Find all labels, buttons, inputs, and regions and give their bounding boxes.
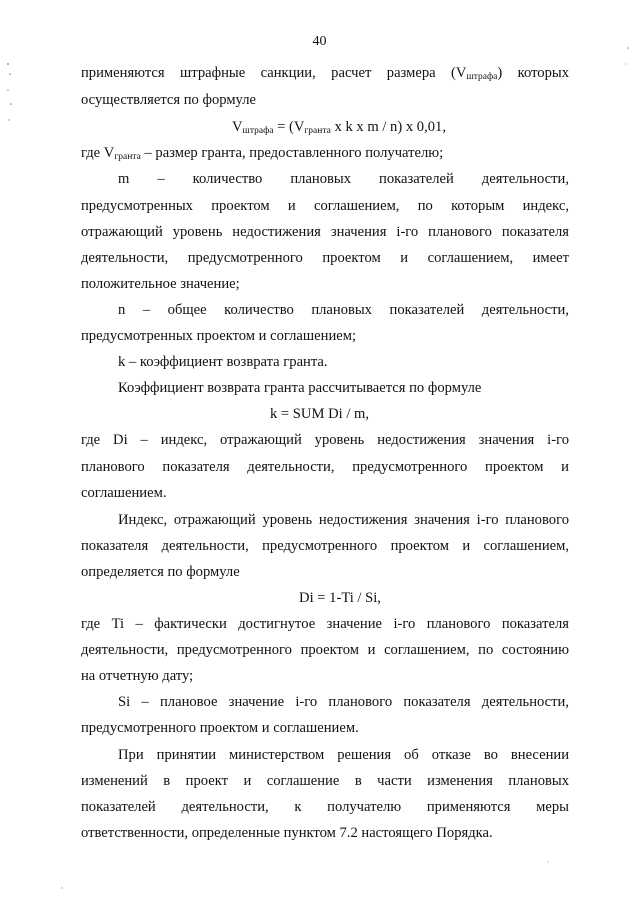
subscript: гранта <box>114 152 141 162</box>
text-run: x k x m / n) x 0,01, <box>330 119 446 135</box>
paragraph-line: предусмотренных проектом и соглашением; <box>81 328 357 344</box>
paragraph-line: Коэффициент возврата гранта рассчитывается по формуле <box>118 380 482 396</box>
paragraph-line: изменений в проект и соглашение в части изменения плановых <box>81 773 569 789</box>
paragraph-line: ответственности, определенные пунктом 7.2 настоящего Порядка. <box>81 825 493 841</box>
subscript: штрафа <box>242 126 274 136</box>
paragraph-line: на отчетную дату; <box>81 668 194 684</box>
text-run: – размер гранта, предоставленного получателю; <box>140 145 444 161</box>
paragraph-line: Si – плановое значение i-го планового показателя деятельности, <box>118 694 569 710</box>
formula-penalty <box>232 118 532 138</box>
paragraph-line <box>81 144 569 164</box>
formula-coefficient: k = SUM Di / m, <box>269 406 370 422</box>
text-run: V <box>232 119 243 135</box>
paragraph-line: отражающий уровень недостижения значения i-го планового показателя <box>81 224 569 240</box>
text-run: = (V <box>273 119 305 135</box>
paragraph-line: соглашением. <box>81 485 167 501</box>
paragraph-line: где Di – индекс, отражающий уровень недостижения значения i-го <box>81 432 569 448</box>
paragraph-line: m – количество плановых показателей деятельности, <box>118 171 569 187</box>
paragraph-line: k – коэффициент возврата гранта. <box>118 354 328 370</box>
paragraph-line: предусмотренного проектом и соглашением. <box>81 720 359 736</box>
paragraph-line <box>81 64 569 84</box>
paragraph-line: планового показателя деятельности, предусмотренного проектом и <box>81 459 569 475</box>
paragraph-line: показателя деятельности, предусмотренного проектом и соглашением, <box>81 538 569 554</box>
paragraph-line: определяется по формуле <box>81 564 240 580</box>
paragraph-line: где Ti – фактически достигнутое значение i-го планового показателя <box>81 616 569 632</box>
text-run: ) которых <box>497 65 569 81</box>
paragraph-line: показателей деятельности, к получателю применяются меры <box>81 799 569 815</box>
paragraph-line: положительное значение; <box>81 276 240 292</box>
text-run: применяются штрафные санкции, расчет размера (V <box>81 65 467 81</box>
paragraph-line: n – общее количество плановых показателей деятельности, <box>118 302 569 318</box>
paragraph-line: Индекс, отражающий уровень недостижения значения i-го планового <box>118 512 569 528</box>
page-number: 40 <box>312 34 327 49</box>
paragraph-line: предусмотренных проектом и соглашением, по которым индекс, <box>81 198 569 214</box>
text-run: где V <box>81 145 115 161</box>
subscript: гранта <box>304 126 331 136</box>
paragraph-line: осуществляется по формуле <box>81 92 256 108</box>
subscript: штрафа <box>466 72 498 82</box>
paragraph-line: деятельности, предусмотренного проектом и соглашением, по состоянию <box>81 642 569 658</box>
paragraph-line: При принятии министерством решения об отказе во внесении <box>118 747 569 763</box>
paragraph-line: деятельности, предусмотренного проектом и соглашением, имеет <box>81 250 569 266</box>
formula-index: Di = 1-Ti / Si, <box>299 590 381 606</box>
